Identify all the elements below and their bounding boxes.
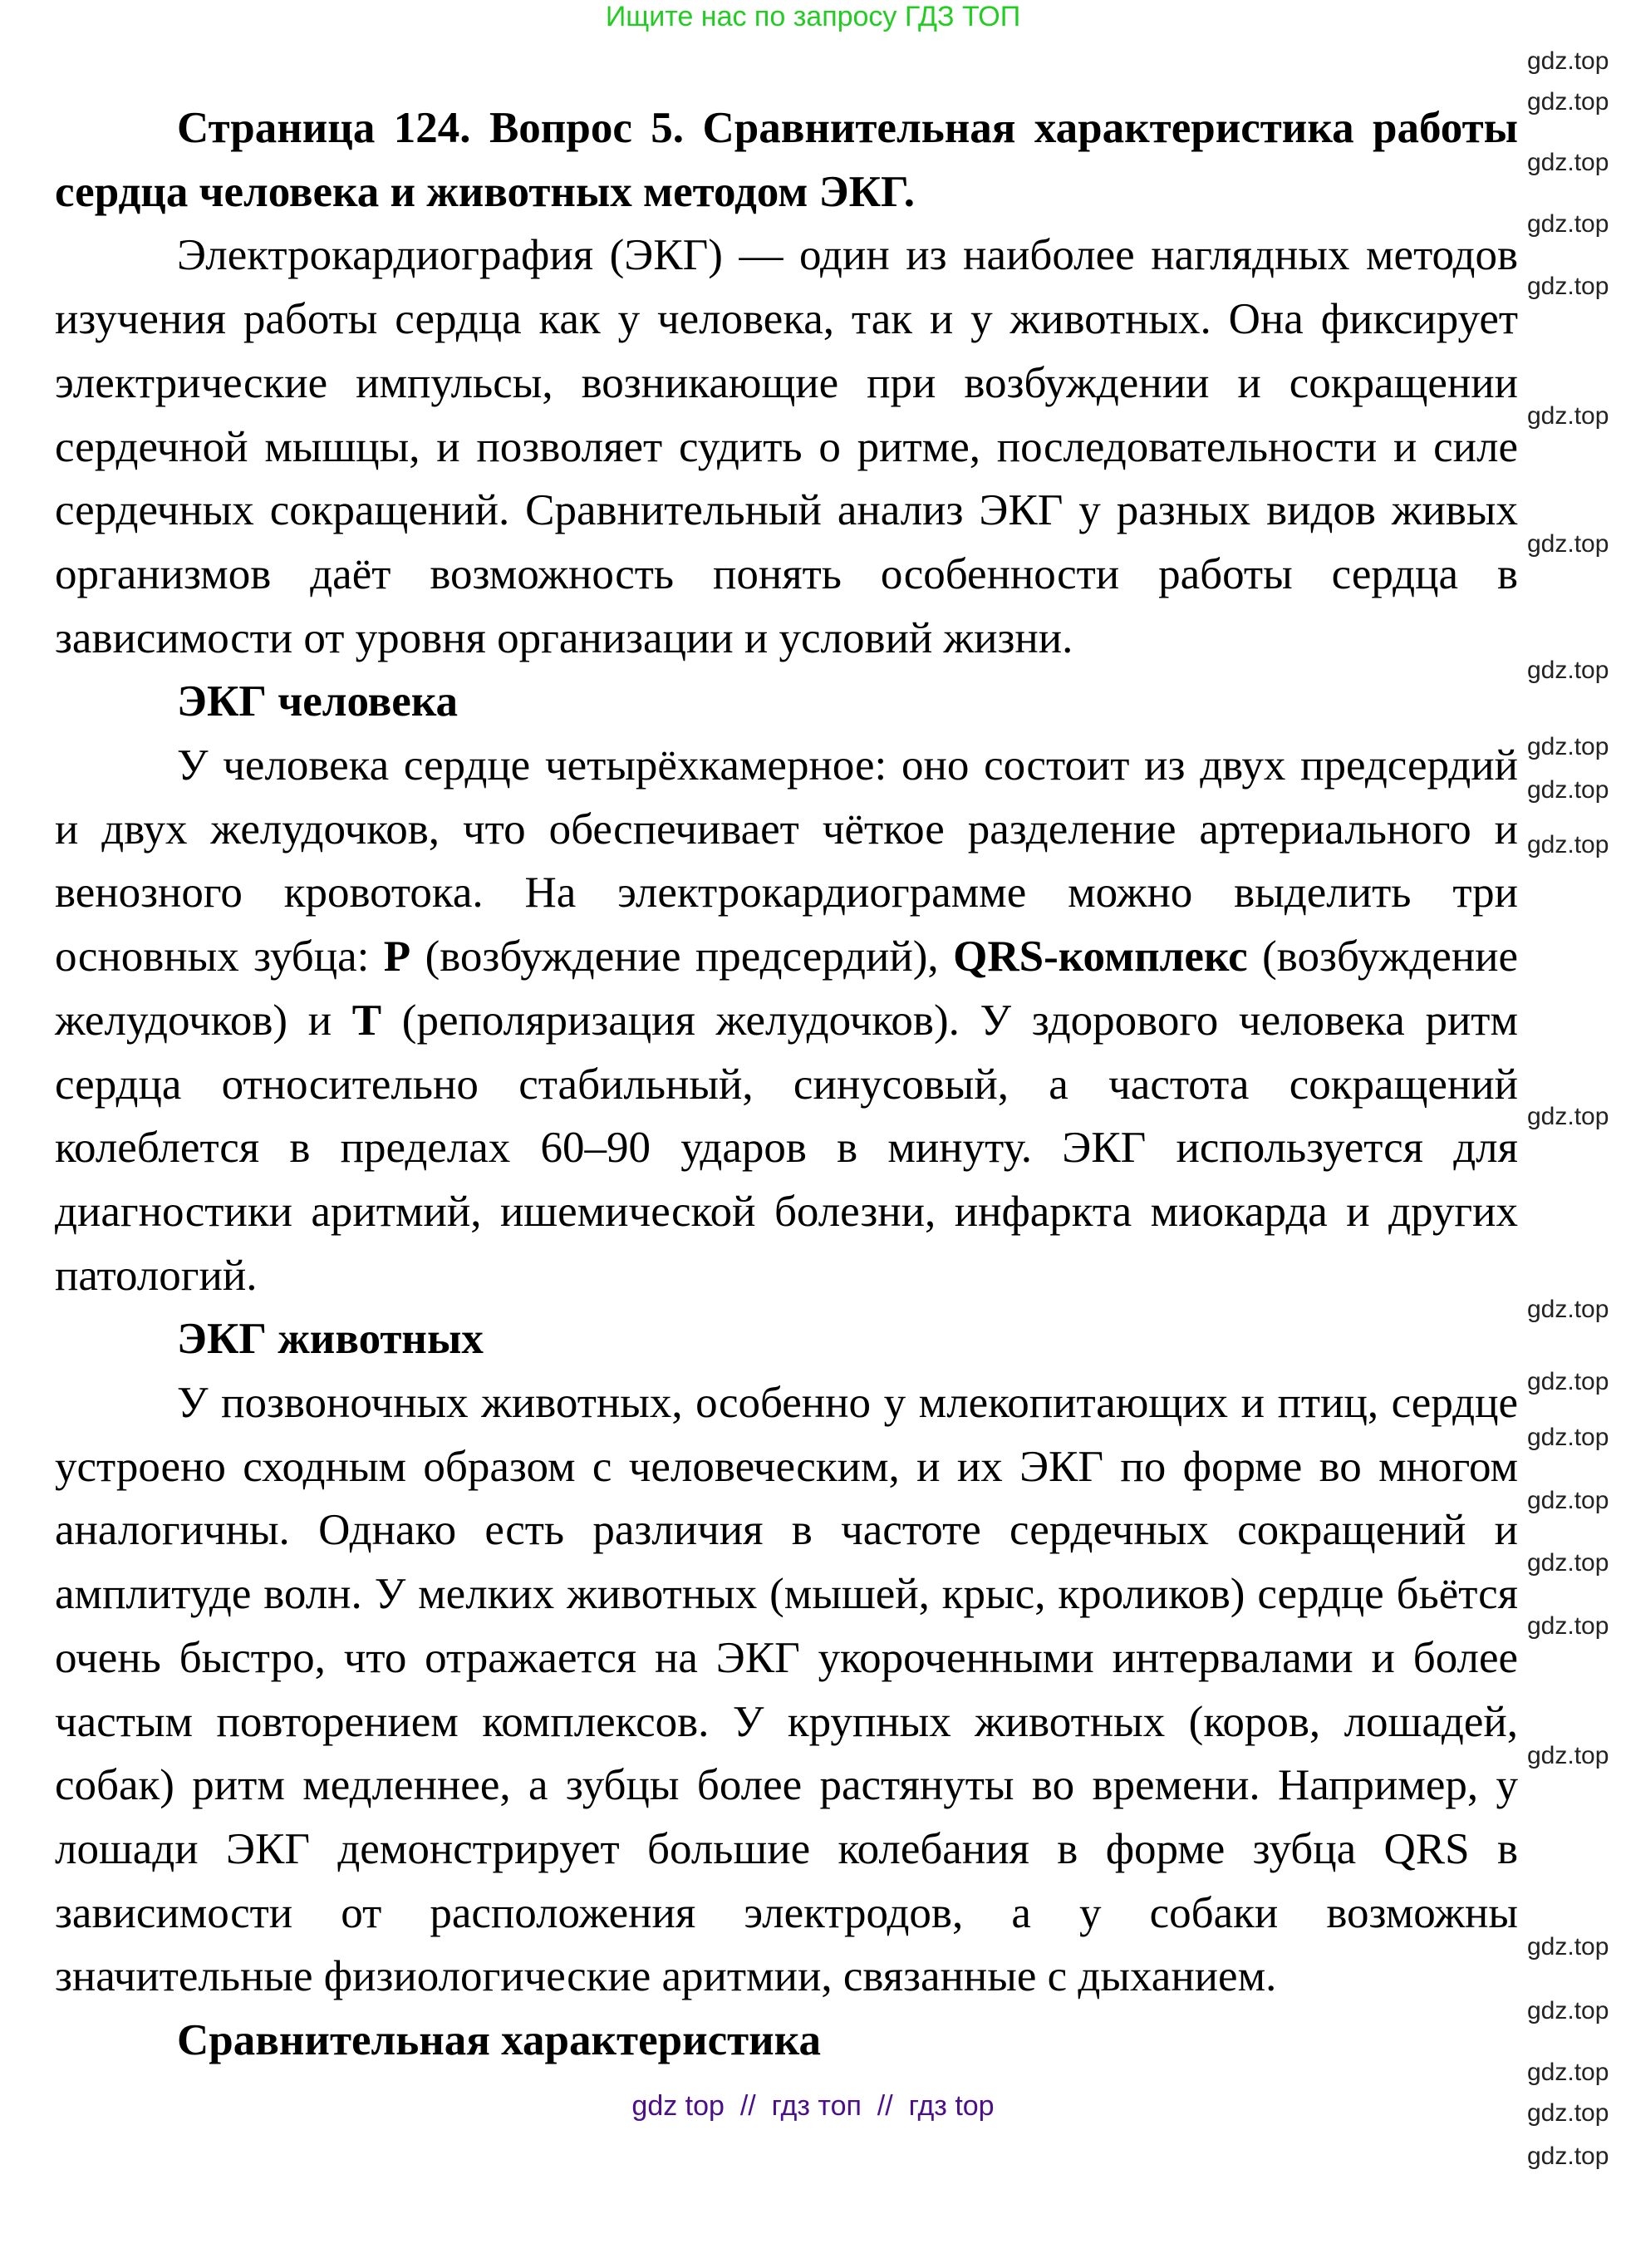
text-segment: (реполяризация желудочков). У здорового человека ритм сердца относительно стабильный, синусовый, а частота сокращений колеблется в пределах 60–90 ударов в минуту. ЭКГ используется для диагностики аритмий, ишемической болезни, инфаркта миокарда и других патологий. xyxy=(55,996,1519,1300)
watermark: gdz.top xyxy=(1527,530,1609,558)
intro-paragraph: Электрокардиография (ЭКГ) — один из наиболее наглядных методов изучения работы сердца как у человека, так и у животных. Она фиксирует электрические импульсы, возникающие при возбуждении и сокращении сердечной мышцы, и позволяет судить о ритме, последовательности и силе сердечных сокращений. Сравнительный анализ ЭКГ у разных видов живых организмов даёт возможность понять особенности работы сердца в зависимости от уровня организации и условий жизни. xyxy=(55,231,1518,662)
text-segment: (возбуждение желудочков) и xyxy=(55,932,1518,1045)
watermark: gdz.top xyxy=(1527,1103,1609,1130)
watermark: gdz.top xyxy=(1527,2059,1609,2086)
watermark: gdz.top xyxy=(1527,210,1609,238)
watermark: gdz.top xyxy=(1527,47,1609,75)
footer-links[interactable]: gdz top // гдз топ // гдз top xyxy=(631,2089,995,2122)
watermark: gdz.top xyxy=(1527,733,1609,760)
page-title: Страница 124. Вопрос 5. Сравнительная характеристика работы сердца человека и животных методом ЭКГ. xyxy=(55,104,1518,216)
wave-p-label: P xyxy=(383,932,411,981)
watermark: gdz.top xyxy=(1527,1742,1609,1769)
watermark: gdz.top xyxy=(1527,831,1609,858)
watermark: gdz.top xyxy=(1527,1487,1609,1514)
animal-ecg-paragraph: У позвоночных животных, особенно у млекопитающих и птиц, сердце устроено сходным образом с человеческим, и их ЭКГ по форме во многом аналогичны. Однако есть различия в частоте сердечных сокращений и амплитуде волн. У мелких животных (мышей, крыс, кроликов) сердце бьётся очень быстро, что отражается на ЭКГ укороченными интервалами и более частым повторением комплексов. У крупных животных (коров, лошадей, собак) ритм медленнее, а зубцы более растянуты во времени. Например, у лошади ЭКГ демонстрирует большие колебания в форме зубца QRS в зависимости от расположения электродов, а у собаки возможны значительные физиологические аритмии, связанные с дыханием. xyxy=(55,1379,1518,2001)
watermark: gdz.top xyxy=(1527,273,1609,300)
watermark: gdz.top xyxy=(1527,88,1609,116)
qrs-complex-label: QRS-комплекс xyxy=(953,932,1248,981)
watermark: gdz.top xyxy=(1527,402,1609,430)
watermark: gdz.top xyxy=(1527,1368,1609,1395)
watermark: gdz.top xyxy=(1527,1296,1609,1323)
watermark: gdz.top xyxy=(1527,2143,1609,2170)
heading-human-ecg: ЭКГ человека xyxy=(177,677,459,726)
watermark: gdz.top xyxy=(1527,657,1609,684)
text-segment: У человека сердце четырёхкамерное: оно состоит из двух предсердий и двух желудочков, что обеспечивает чёткое разделение артериального и венозного кровотока. На электрокардиограмме можно выделить три основных зубца: xyxy=(55,741,1518,981)
watermark: gdz.top xyxy=(1527,776,1609,804)
heading-comparison: Сравнительная характеристика xyxy=(177,2016,821,2065)
watermark: gdz.top xyxy=(1527,1549,1609,1577)
heading-animal-ecg: ЭКГ животных xyxy=(177,1315,484,1364)
watermark: gdz.top xyxy=(1527,1997,1609,2024)
text-segment: (возбуждение предсердий), xyxy=(410,932,954,981)
search-banner-link[interactable]: Ищите нас по запросу ГДЗ ТОП xyxy=(605,1,1021,32)
human-ecg-paragraph xyxy=(55,734,1518,1307)
watermark: gdz.top xyxy=(1527,1933,1609,1961)
watermark: gdz.top xyxy=(1527,1424,1609,1451)
watermark: gdz.top xyxy=(1527,2099,1609,2127)
watermark: gdz.top xyxy=(1527,149,1609,176)
wave-t-label: T xyxy=(351,996,382,1045)
watermark: gdz.top xyxy=(1527,1612,1609,1640)
document-body xyxy=(55,96,1518,2123)
